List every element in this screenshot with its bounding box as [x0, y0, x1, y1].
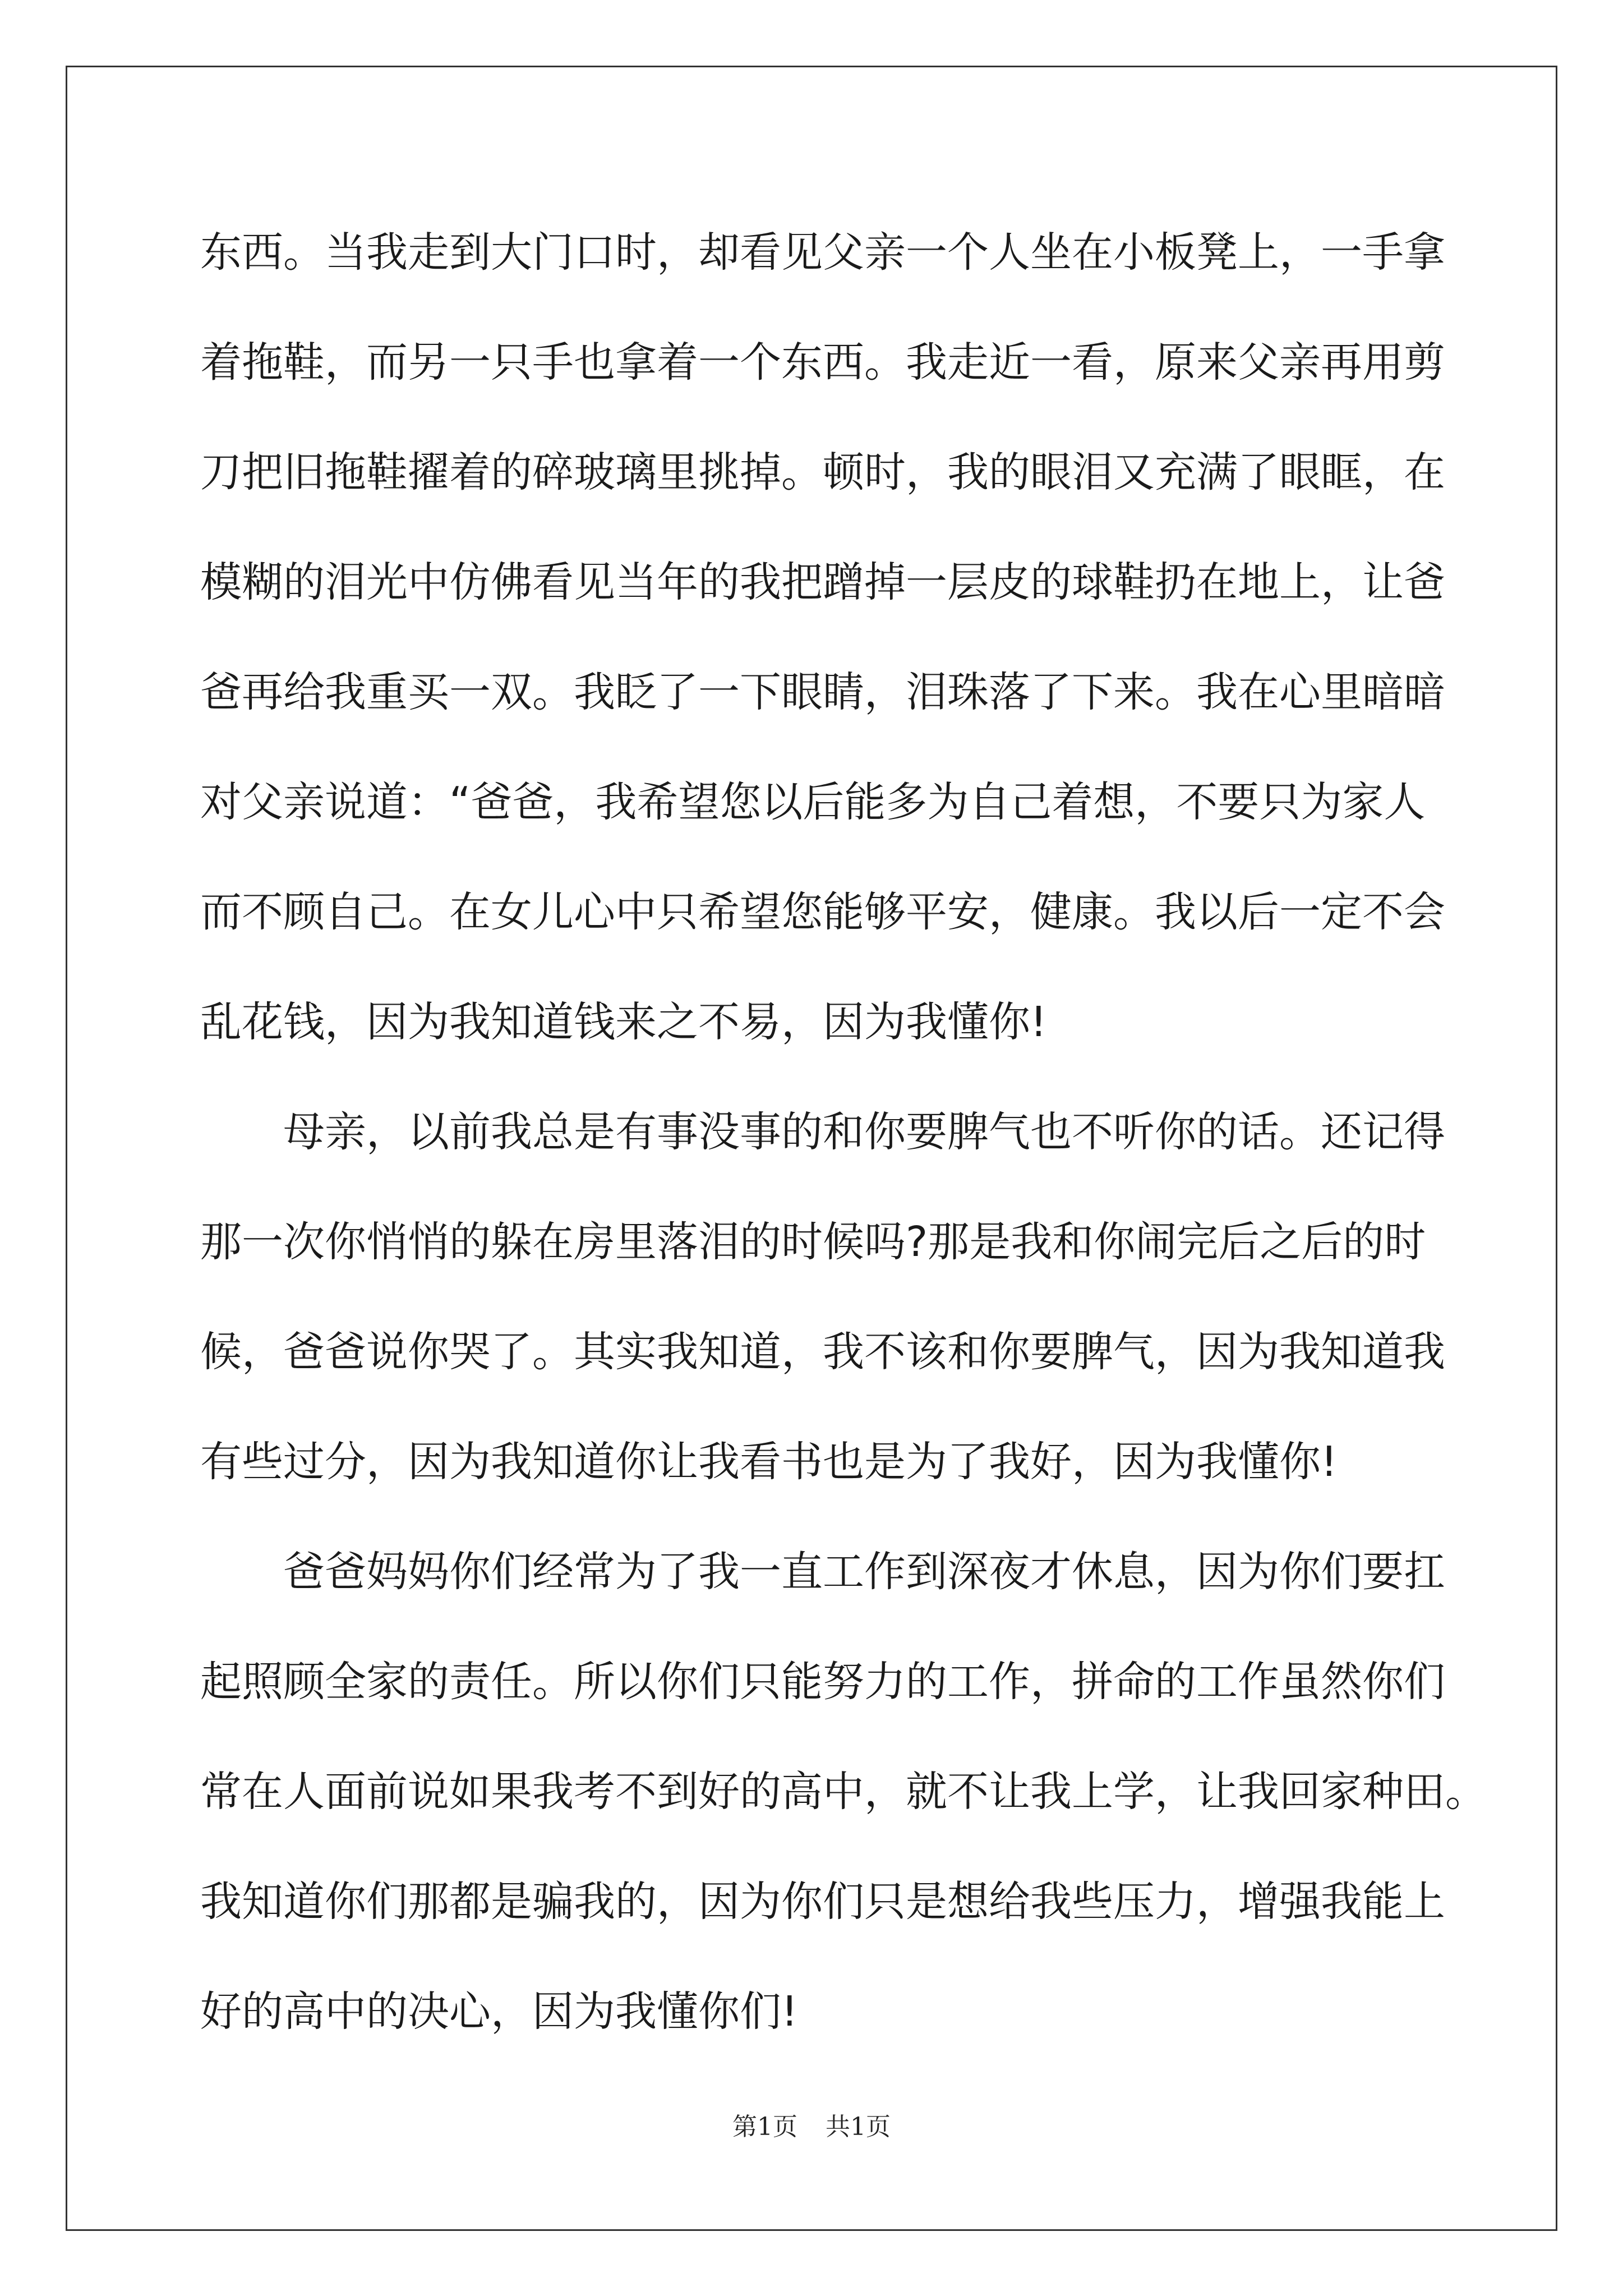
text-line: 刀把旧拖鞋擢着的碎玻璃里挑掉。顿时，我的眼泪又充满了眼眶，在 [200, 448, 1445, 496]
text-line: 候，爸爸说你哭了。其实我知道，我不该和你要脾气，因为我知道我 [200, 1328, 1445, 1376]
text-line: 有些过分，因为我知道你让我看书也是为了我好，因为我懂你! [200, 1438, 1338, 1486]
page-number: 第1页 [732, 2113, 797, 2141]
text-line: 那一次你悄悄的躲在房里落泪的时候吗?那是我和你闹完后之后的时 [200, 1218, 1426, 1266]
paragraph-start-line: 爸爸妈妈你们经常为了我一直工作到深夜才休息，因为你们要扛 [283, 1548, 1445, 1596]
text-line: 东西。当我走到大门口时，却看见父亲一个人坐在小板凳上，一手拿 [200, 228, 1445, 277]
page-footer [0, 2106, 1623, 2142]
text-line: 而不顾自己。在女儿心中只希望您能够平安，健康。我以后一定不会 [200, 888, 1445, 936]
text-line: 爸再给我重买一双。我眨了一下眼睛，泪珠落了下来。我在心里暗暗 [200, 668, 1445, 716]
document-body [200, 197, 1487, 2067]
text-line: 模糊的泪光中仿佛看见当年的我把蹭掉一层皮的球鞋扔在地上，让爸 [200, 558, 1445, 606]
text-line: 起照顾全家的责任。所以你们只能努力的工作，拼命的工作虽然你们 [200, 1658, 1445, 1706]
text-line: 对父亲说道：“爸爸，我希望您以后能多为自己着想，不要只为家人 [200, 778, 1426, 826]
paragraph-start-line: 母亲，以前我总是有事没事的和你要脾气也不听你的话。还记得 [283, 1108, 1445, 1156]
page-total: 共1页 [826, 2113, 891, 2141]
text-line: 好的高中的决心，因为我懂你们! [200, 1987, 798, 2036]
text-line: 我知道你们那都是骗我的，因为你们只是想给我些压力，增强我能上 [200, 1878, 1445, 1926]
text-line: 常在人面前说如果我考不到好的高中，就不让我上学，让我回家种田。 [200, 1768, 1487, 1816]
text-line: 着拖鞋，而另一只手也拿着一个东西。我走近一看，原来父亲再用剪 [200, 338, 1445, 386]
text-line: 乱花钱，因为我知道钱来之不易，因为我懂你! [200, 998, 1047, 1046]
